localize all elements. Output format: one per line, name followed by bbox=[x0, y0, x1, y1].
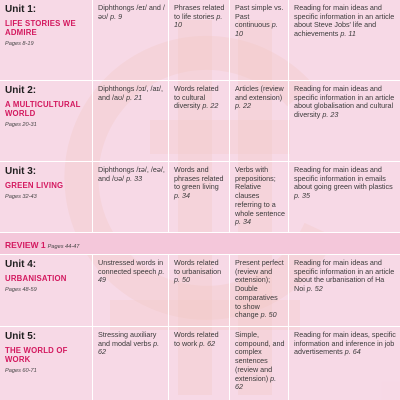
pronunciation-text: Unstressed words in connected speech bbox=[98, 258, 164, 276]
unit-number: Unit 4: bbox=[5, 259, 37, 270]
unit-row bbox=[0, 327, 400, 400]
vocabulary-text: Words related to work bbox=[174, 330, 219, 348]
vocabulary-text: Words related to cultural diversity bbox=[174, 84, 219, 111]
unit-heading-cell bbox=[0, 81, 93, 161]
page-ref: p. 21 bbox=[126, 92, 143, 102]
page-ref: p. 34 bbox=[174, 191, 190, 201]
pronunciation-cell bbox=[93, 0, 169, 80]
unit-number: Unit 3: bbox=[5, 166, 37, 177]
pronunciation-cell bbox=[93, 81, 169, 161]
page-ref: p. 62 bbox=[235, 373, 277, 392]
page-ref: p. 33 bbox=[126, 173, 143, 183]
unit-title[interactable]: URBANISATION bbox=[5, 274, 67, 283]
page-ref: p. 35 bbox=[294, 191, 310, 201]
pronunciation-cell bbox=[93, 327, 169, 400]
page-ref: p. 10 bbox=[174, 11, 223, 30]
grammar-cell bbox=[230, 162, 289, 232]
grammar-text: Past simple vs. Past continuous bbox=[235, 3, 284, 30]
unit-row bbox=[0, 255, 400, 327]
reading-text: Reading for main ideas, specific information and inference in job advertisements bbox=[294, 330, 396, 357]
reading-cell bbox=[289, 81, 400, 161]
grammar-text: Verbs with prepositions; Relative clauses referring to a whole sentence bbox=[235, 165, 285, 218]
unit-heading-cell bbox=[0, 162, 93, 232]
page-ref: p. 62 bbox=[98, 338, 160, 357]
vocabulary-cell bbox=[169, 0, 230, 80]
page-ref: p. 22 bbox=[202, 101, 219, 111]
grammar-cell bbox=[230, 327, 289, 400]
pronunciation-text: Diphthongs /ɪə/, /eə/, and /ʊə/ bbox=[98, 165, 165, 183]
vocabulary-text: Words and phrases related to green living bbox=[174, 165, 224, 192]
unit-number: Unit 2: bbox=[5, 85, 37, 96]
reading-cell bbox=[289, 255, 400, 326]
grammar-cell bbox=[230, 0, 289, 80]
unit-pages: Pages 32-43 bbox=[5, 194, 37, 200]
vocabulary-cell bbox=[169, 255, 230, 326]
page-ref: p. 52 bbox=[306, 284, 323, 294]
grammar-text: Simple, compound, and complex sentences (review and extension) bbox=[235, 330, 285, 383]
page-ref: p. 64 bbox=[344, 347, 361, 357]
page-ref: p. 11 bbox=[340, 29, 356, 39]
unit-pages: Pages 8-19 bbox=[5, 41, 34, 47]
reading-text: Reading for main ideas and specific information in emails about going green with plastics bbox=[294, 165, 393, 192]
pronunciation-cell bbox=[93, 162, 169, 232]
vocabulary-text: Words related to urbanisation bbox=[174, 258, 222, 276]
vocabulary-cell bbox=[169, 162, 230, 232]
reading-cell bbox=[289, 162, 400, 232]
unit-heading-cell bbox=[0, 327, 93, 400]
review-heading[interactable] bbox=[5, 240, 79, 250]
page-ref: p. 10 bbox=[235, 20, 278, 39]
reading-text: Reading for main ideas and specific information in an article about the urbanisation of Ha Noi bbox=[294, 258, 395, 294]
grammar-cell bbox=[230, 81, 289, 161]
review-row bbox=[0, 233, 400, 255]
vocabulary-cell bbox=[169, 81, 230, 161]
reading-cell bbox=[289, 0, 400, 80]
pronunciation-text: Diphthongs /ɔɪ/, /aɪ/, and /aʊ/ bbox=[98, 84, 164, 102]
unit-title[interactable]: THE WORLD OF WORK bbox=[5, 346, 68, 364]
unit-heading-cell bbox=[0, 255, 93, 326]
unit-title[interactable]: LIFE STORIES WE ADMIRE bbox=[5, 19, 76, 37]
reading-text: Reading for main ideas and specific information in an article about Steve Jobs' life and achievements bbox=[294, 3, 395, 39]
pronunciation-text: Diphthongs /eɪ/ and /əʊ/ bbox=[98, 3, 165, 21]
unit-title[interactable]: A MULTICULTURAL WORLD bbox=[5, 100, 81, 118]
page-ref: p. 50 bbox=[174, 275, 190, 285]
unit-pages: Pages 60-71 bbox=[5, 368, 37, 374]
pronunciation-cell bbox=[93, 255, 169, 326]
reading-text: Reading for main ideas and specific information in an article about globalisation and cultural diversity bbox=[294, 84, 395, 120]
page-ref: p. 34 bbox=[235, 217, 251, 227]
unit-pages: Pages 20-31 bbox=[5, 122, 37, 128]
unit-number: Unit 5: bbox=[5, 331, 37, 342]
pronunciation-text: Stressing auxiliary and modal verbs bbox=[98, 330, 157, 348]
grammar-text: Present perfect (review and extension); Double comparatives to show change bbox=[235, 258, 284, 320]
page-ref: p. 50 bbox=[260, 310, 277, 320]
unit-title[interactable]: GREEN LIVING bbox=[5, 181, 64, 190]
page-ref: p. 23 bbox=[322, 110, 339, 120]
page-ref: p. 9 bbox=[110, 11, 123, 21]
unit-number: Unit 1: bbox=[5, 4, 37, 15]
page-ref: p. 49 bbox=[98, 266, 165, 285]
page-ref: p. 22 bbox=[235, 101, 251, 111]
unit-pages: Pages 48-59 bbox=[5, 287, 37, 293]
grammar-cell bbox=[230, 255, 289, 326]
reading-cell bbox=[289, 327, 400, 400]
review-pages: Pages 44-47 bbox=[47, 244, 80, 250]
vocabulary-text: Phrases related to life stories bbox=[174, 3, 225, 21]
unit-row bbox=[0, 81, 400, 162]
vocabulary-cell bbox=[169, 327, 230, 400]
grammar-text: Articles (review and extension) bbox=[235, 84, 284, 102]
unit-row bbox=[0, 0, 400, 81]
review-label: REVIEW 1 bbox=[5, 240, 46, 250]
unit-heading-cell bbox=[0, 0, 93, 80]
page-ref: p. 62 bbox=[199, 338, 216, 348]
unit-row bbox=[0, 162, 400, 233]
